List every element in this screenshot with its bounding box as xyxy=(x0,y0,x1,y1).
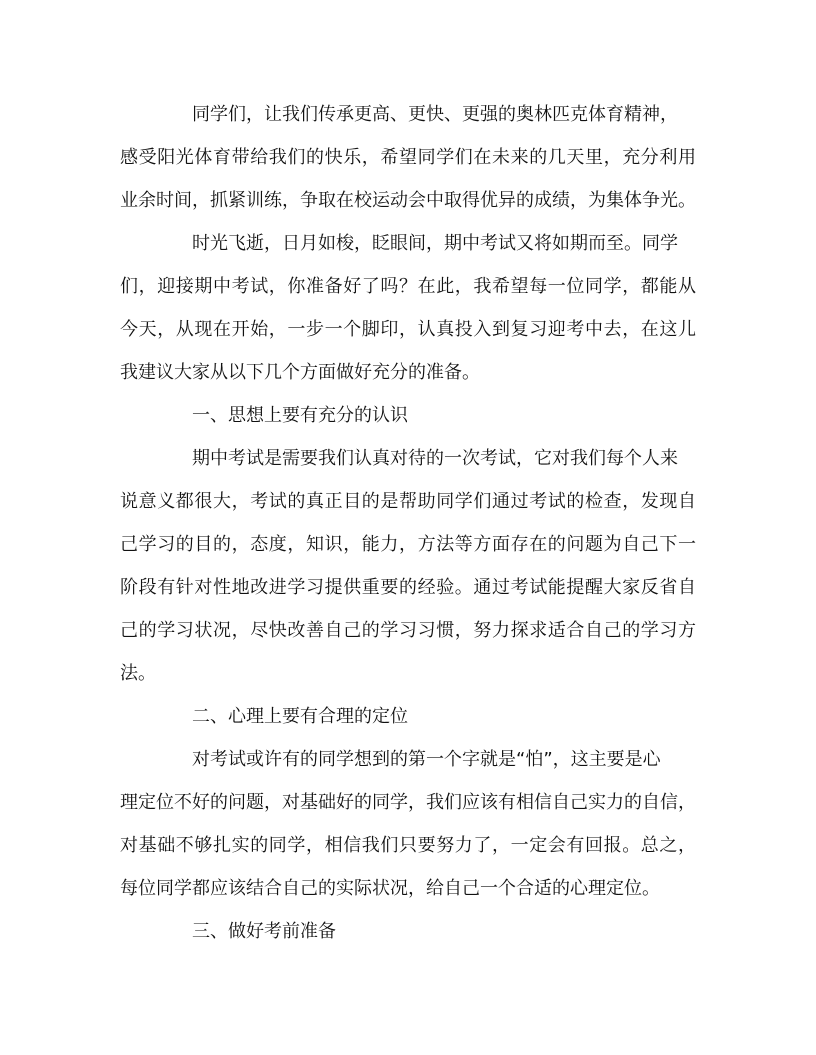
body-line-10: 说意义都很大，考试的真正目的是帮助同学们通过考试的检查，发现自 xyxy=(120,491,696,512)
body-line-11: 己学习的目的，态度，知识，能力，方法等方面存在的问题为自己下一 xyxy=(120,534,696,555)
body-line-16: 对考试或许有的同学想到的第一个字就是“怕”，这主要是心 xyxy=(192,749,661,770)
body-line-1: 同学们，让我们传承更高、更快、更强的奥林匹克体育精神， xyxy=(192,104,678,125)
body-line-3: 业余时间，抓紧训练，争取在校运动会中取得优异的成绩，为集体争光。 xyxy=(120,190,696,211)
body-line-14: 法。 xyxy=(120,663,156,684)
body-line-12: 阶段有针对性地改进学习提供重要的经验。通过考试能提醒大家反省自 xyxy=(120,577,696,598)
body-line-4: 时光飞逝，日月如梭，眨眼间，期中考试又将如期而至。同学 xyxy=(192,233,678,254)
section-heading-2: 二、心理上要有合理的定位 xyxy=(192,706,408,727)
body-line-18: 对基础不够扎实的同学，相信我们只要努力了，一定会有回报。总之， xyxy=(120,835,696,856)
body-line-6: 今天，从现在开始，一步一个脚印，认真投入到复习迎考中去，在这儿 xyxy=(120,319,696,340)
body-line-9: 期中考试是需要我们认真对待的一次考试，它对我们每个人来 xyxy=(192,448,678,469)
body-line-2: 感受阳光体育带给我们的快乐，希望同学们在未来的几天里，充分利用 xyxy=(120,147,696,168)
body-line-5: 们，迎接期中考试，你准备好了吗？在此，我希望每一位同学，都能从 xyxy=(120,276,696,297)
section-heading-1: 一、思想上要有充分的认识 xyxy=(192,405,408,426)
body-line-7: 我建议大家从以下几个方面做好充分的准备。 xyxy=(120,362,480,383)
section-heading-3: 三、做好考前准备 xyxy=(192,921,336,942)
body-line-19: 每位同学都应该结合自己的实际状况，给自己一个合适的心理定位。 xyxy=(120,878,660,899)
body-line-13: 己的学习状况，尽快改善自己的学习习惯，努力探求适合自己的学习方 xyxy=(120,620,696,641)
body-line-17: 理定位不好的问题，对基础好的同学，我们应该有相信自己实力的自信， xyxy=(120,792,696,813)
